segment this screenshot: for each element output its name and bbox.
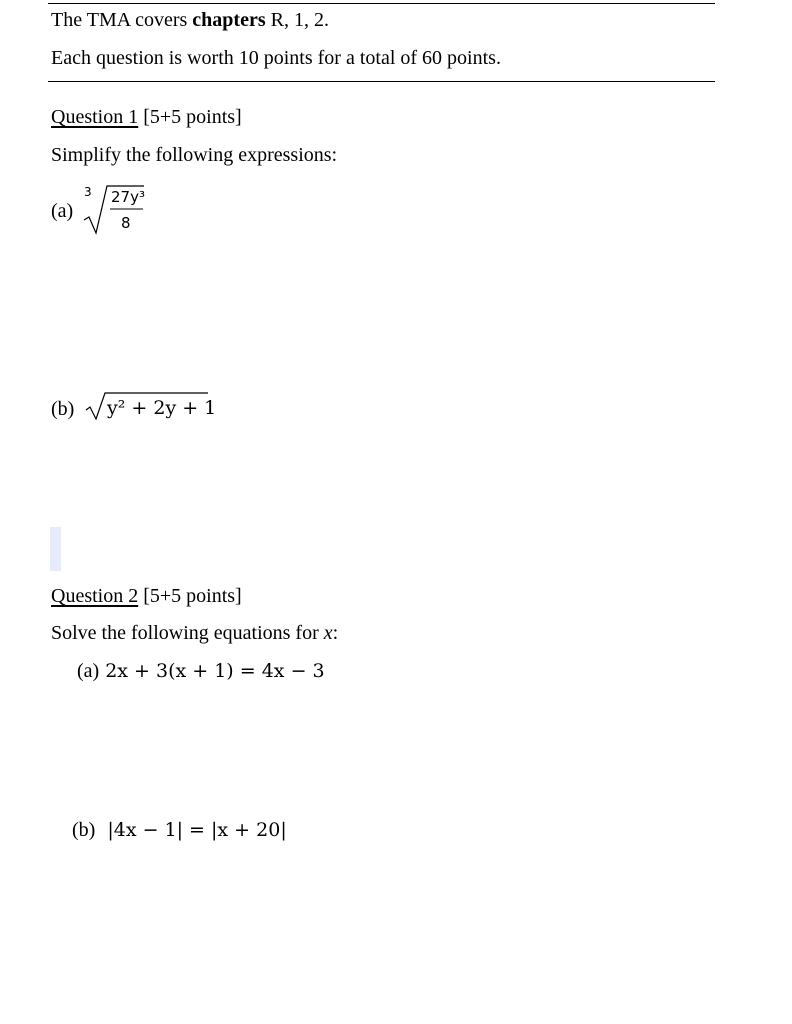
- highlight-bar: [50, 527, 61, 571]
- question-2-title: Question 2: [51, 585, 139, 607]
- top-rule: [48, 3, 715, 4]
- q2-a-label: (a): [77, 660, 100, 682]
- q2-b-row: [72, 818, 287, 842]
- question-1-points: [5+5 points]: [138, 106, 242, 128]
- header-line-1-pre: The TMA covers: [51, 9, 193, 31]
- q1-b-label: (b): [51, 398, 75, 420]
- question-1-title: Question 1: [51, 106, 139, 128]
- q1-a-root-index: 3: [84, 185, 92, 199]
- q2-b-expression: |4x − 1| = |x + 20|: [107, 819, 287, 841]
- q1-a-denominator: 8: [121, 214, 131, 232]
- q2-instruction-var: x: [323, 622, 333, 644]
- q2-instruction-post: :: [332, 622, 339, 644]
- question-2-points: [5+5 points]: [138, 585, 242, 607]
- question-1-instruction: Simplify the following expressions:: [51, 144, 338, 166]
- header-line-1-post: R, 1, 2.: [265, 9, 329, 31]
- q1-a-cube-root: [80, 178, 150, 238]
- q1-b-square-root: [84, 390, 217, 424]
- question-1-heading: [51, 105, 242, 129]
- header-line-1-bold: chapters: [192, 9, 266, 31]
- question-2-instruction: [51, 621, 338, 645]
- question-2-heading: [51, 584, 242, 608]
- header-line-2: Each question is worth 10 points for a total of 60 points.: [51, 47, 501, 69]
- q1-a-numerator: 27y³: [111, 188, 145, 206]
- q2-instruction-pre: Solve the following equations for: [51, 622, 324, 644]
- q1-a-label: (a): [51, 200, 74, 222]
- radical-sign-icon: [80, 178, 150, 238]
- q2-a-expression: 2x + 3(x + 1) = 4x − 3: [105, 660, 325, 682]
- header-bottom-rule: [48, 81, 715, 82]
- q2-a-row: [77, 659, 325, 683]
- q1-b-expression: y² + 2y + 1: [107, 397, 217, 419]
- header-line-1: [51, 8, 329, 32]
- q2-b-label: (b): [72, 819, 96, 841]
